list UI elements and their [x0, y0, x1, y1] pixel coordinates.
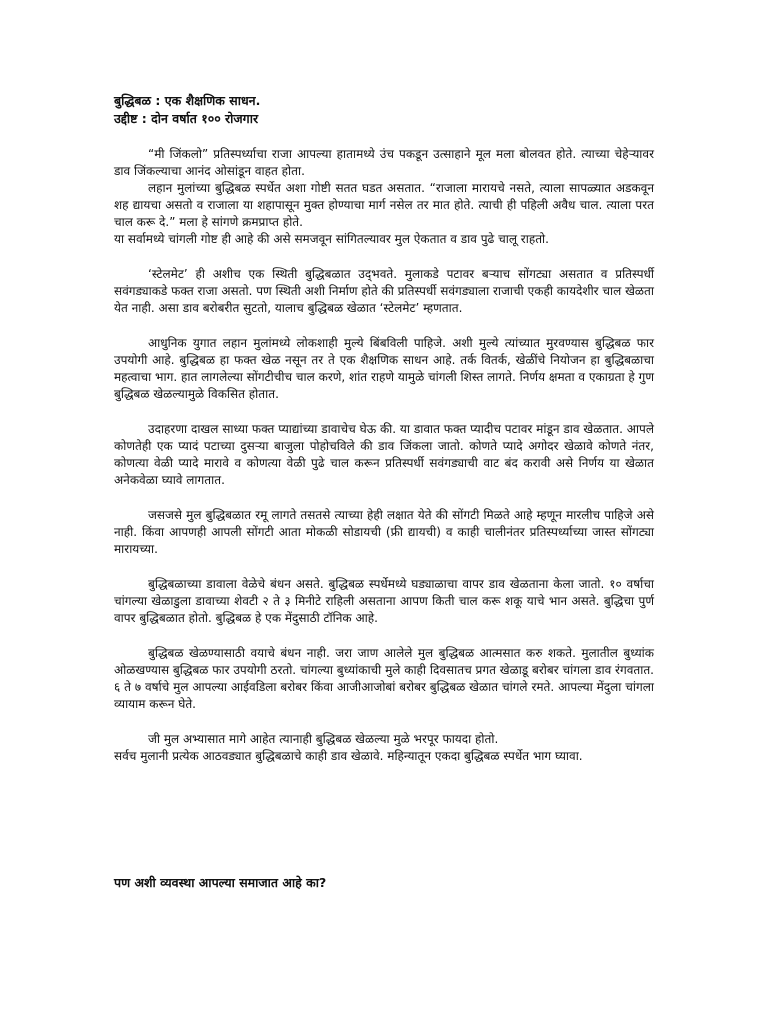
paragraph-8: बुद्धिबळाच्या डावाला वेळेचे बंधन असते. बुद्धिबळ स्पर्धेमध्ये घड्याळाचा वापर डाव खेळताना केला जातो. १० वर्षाचा चांगल्या खेळाडुला डावाच्या शेवटी २ ते ३ मिनीटे राहिली असताना आपण किती चाल करू शकू याचे भान असते. बुद्धिचा पुर्ण वापर बुद्धिबळात होतो. बुद्धिबळ हे एक मेंदुसाठी टॉनिक आहे. — [114, 577, 654, 625]
paragraph-10: जी मुल अभ्यासात मागे आहेत त्यानाही बुद्धिबळ खेळल्या मुळे भरपूर फायदा होतो. — [148, 732, 499, 746]
paragraph-4: ‘स्टेलमेट’ ही अशीच एक स्थिती बुद्धिबळात उद्‌भवते. मुलाकडे पटावर बऱ्याच सोंगट्या असतात व प्रतिस्पर्धी सवंगड्याकडे फक्त राजा असतो. पण स्थिती अशी निर्माण होते की प्रतिस्पर्धी सवंगड्याला राजाची एकही कायदेशीर चाल खेळता येत नाही. असा डाव बरोबरीत सुटतो, यालाच बुद्धिबळ खेळात ‘स्टेलमेट’ म्हणतात. — [114, 267, 654, 315]
paragraph-3: या सर्वामध्ये चांगली गोष्ट ही आहे की असे समजवून सांगितल्यावर मुल ऐकतात व डाव पुढे चालू राहतो. — [114, 232, 549, 246]
paragraph-1: “मी जिंकलो” प्रतिस्पर्ध्याचा राजा आपल्या हातामध्ये उंच पकडून उत्साहाने मूल मला बोलवत होते. त्याच्या चेहेऱ्यावर डाव जिंकल्याचा आनंद ओसांडून वाहत होता. — [114, 147, 654, 178]
document-subtitle: उद्दीष्ट : दोन वर्षात १०० रोजगार — [114, 111, 259, 126]
document-body — [114, 92, 654, 765]
paragraph-9: बुद्धिबळ खेळण्यासाठी वयाचे बंधन नाही. जरा जाण आलेले मुल बुद्धिबळ आत्मसात करु शकते. मुलातील बुध्यांक ओळखण्यास बुद्धिबळ फार उपयोगी ठरतो. चांगल्या बुध्यांकाची मुले काही दिवसातच प्रगत खेळाडू बरोबर चांगला डाव रंगवतात. ६ ते ७ वर्षाचे मुल आपल्या आईवडिला बरोबर किंवा आजीआजोबां बरोबर बुद्धिबळ खेळात चांगले रमते. आपल्या मेंदुला चांगला व्यायाम करून घेते. — [114, 646, 654, 711]
document-title: बुद्धिबळ : एक शैक्षणिक साधन. — [114, 93, 261, 108]
paragraph-5: आधुनिक युगात लहान मुलांमध्ये लोकशाही मुल्ये बिंबविली पाहिजे. अशी मुल्ये त्यांच्यात मुरवण्यास बुद्धिबळ फार उपयोगी आहे. बुद्धिबळ हा फक्त खेळ नसून तर ते एक शैक्षणिक साधन आहे. तर्क वितर्क, खेळींचे नियोजन हा बुद्धिबळाचा महत्वाचा भाग. हात लागलेल्या सोंगटीचीच चाल करणे, शांत राहणे यामुळे चांगली शिस्त लागते. निर्णय क्षमता व एकाग्रता हे गुण बुद्धिबळ खेळल्यामुळे विकसित होतात. — [114, 336, 654, 401]
paragraph-6: उदाहरणा दाखल साध्या फक्त प्याद्यांच्या डावाचेच घेऊ की. या डावात फक्त प्यादीच पटावर मांडून डाव खेळतात. आपले कोणतेही एक प्यादं पटाच्या दुसऱ्या बाजुला पोहोचविले की डाव जिंकला जातो. कोणते प्यादे अगोदर खेळावे कोणते नंतर, कोणत्या वेळी प्यादे मारावे व कोणत्या वेळी पुढे चाल करून प्रतिस्पर्धी सवंगड्याची वाट बंद करावी असे निर्णय या खेळात अनेकवेळा घ्यावे लागतात. — [114, 422, 654, 487]
paragraph-11: सर्वच मुलानी प्रत्येक आठवड्यात बुद्धिबळाचे काही डाव खेळावे. महिन्यातून एकदा बुद्धिबळ स्पर्धेत भाग घ्यावा. — [114, 749, 583, 763]
paragraph-2: लहान मुलांच्या बुद्धिबळ स्पर्धेत अशा गोष्टी सतत घडत असतात. “राजाला मारायचे नसते, त्याला सापळ्यात अडकवून शह द्यायचा असतो व राजाला या शहापासून मुक्त होण्याचा मार्ग नसेल तर मात होते. त्याची ही पहिली अवैध चाल. त्याला परत चाल करू दे.” मला हे सांगणे क्रमप्राप्त होते. — [114, 181, 654, 229]
closing-question: पण अशी व्यवस्था आपल्या समाजात आहे का? — [114, 875, 327, 890]
paragraph-7: जसजसे मुल बुद्धिबळात रमू लागते तसतसे त्याच्या हेही लक्षात येते की सोंगटी मिळते आहे म्हणून मारलीच पाहिजे असे नाही. किंवा आपणही आपली सोंगटी आता मोकळी सोडायची (फ्री द्यायची) व काही चालीनंतर प्रतिस्पर्ध्याच्या जास्त सोंगट्या मारायच्या. — [114, 508, 654, 556]
